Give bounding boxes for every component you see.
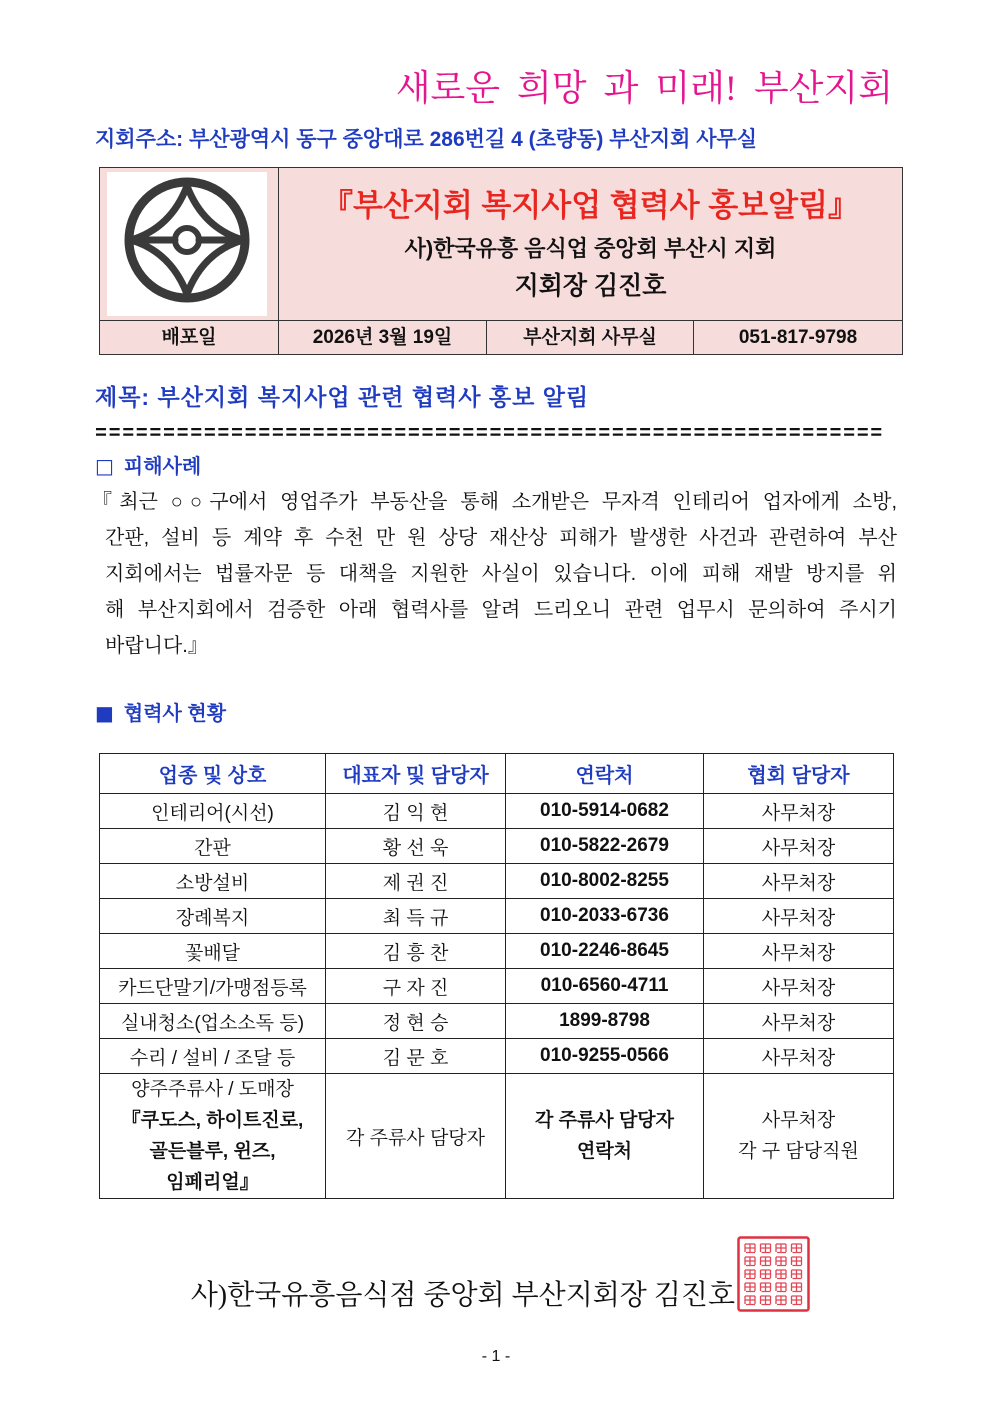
partner-row bbox=[100, 934, 894, 969]
branch-address: 지회주소: 부산광역시 동구 중앙대로 286번길 4 (초량동) 부산지회 사무실 bbox=[95, 128, 758, 151]
liquor-manager-line: 사무처장 bbox=[761, 1110, 836, 1131]
logo-frame bbox=[107, 172, 267, 316]
partners-heading bbox=[95, 699, 226, 728]
contact-cell: 010-2033-6736 bbox=[506, 899, 704, 934]
representative-cell: 김 흥 찬 bbox=[326, 934, 506, 969]
office-name: 부산지회 사무실 bbox=[487, 321, 694, 354]
footer-signature: 사)한국유흥음식점 중앙회 부산지회장 김진호 bbox=[190, 1280, 735, 1311]
representative-cell: 황 선 욱 bbox=[326, 829, 506, 864]
partner-row bbox=[100, 794, 894, 829]
liquor-brand-line: 골든블루, 윈즈, bbox=[149, 1141, 276, 1162]
association-emblem-icon bbox=[107, 172, 267, 316]
partner-row bbox=[100, 969, 894, 1004]
table-header-row bbox=[100, 754, 894, 794]
partner-table bbox=[99, 753, 894, 1199]
hollow-square-icon: □ bbox=[95, 454, 114, 478]
column-header-representative: 대표자 및 담당자 bbox=[326, 754, 506, 794]
business-cell: 장례복지 bbox=[100, 899, 326, 934]
filled-square-icon: ■ bbox=[95, 701, 114, 725]
distribution-info-row bbox=[100, 320, 902, 354]
damage-case-heading bbox=[95, 452, 201, 481]
branch-president: 지회장 김진호 bbox=[514, 272, 667, 300]
representative-cell: 구 자 진 bbox=[326, 969, 506, 1004]
representative-cell: 최 득 규 bbox=[326, 899, 506, 934]
divider-line: ========================================================== bbox=[95, 423, 884, 446]
partner-row bbox=[100, 899, 894, 934]
liquor-contact-line: 연락처 bbox=[576, 1141, 633, 1162]
contact-cell: 010-2246-8645 bbox=[506, 934, 704, 969]
contact-cell: 1899-8798 bbox=[506, 1004, 704, 1039]
paragraph-line: 『최근 ○○구에서 영업주가 부동산을 통해 소개받은 무자격 인테리어 업자에게 소방, bbox=[92, 491, 897, 513]
distribution-date-label: 배포일 bbox=[100, 321, 279, 354]
contact-cell: 010-6560-4711 bbox=[506, 969, 704, 1004]
slogan: 새로운 희망 과 미래! 부산지회 bbox=[395, 68, 893, 108]
business-cell: 간판 bbox=[100, 829, 326, 864]
manager-cell: 사무처장 bbox=[704, 934, 894, 969]
liquor-brand-line: 『쿠도스, 하이트진로, bbox=[121, 1110, 304, 1131]
manager-cell: 사무처장 bbox=[704, 1004, 894, 1039]
representative-cell: 각 주류사 담당자 bbox=[326, 1074, 506, 1199]
contact-cell: 010-8002-8255 bbox=[506, 864, 704, 899]
business-cell: 카드단말기/가맹점등록 bbox=[100, 969, 326, 1004]
partner-row bbox=[100, 829, 894, 864]
logo-cell bbox=[100, 168, 279, 320]
column-header-manager: 협회 담당자 bbox=[704, 754, 894, 794]
partner-row bbox=[100, 1039, 894, 1074]
liquor-partner-row bbox=[100, 1074, 894, 1199]
organization-name: 사)한국유흥 음식업 중앙회 부산시 지회 bbox=[404, 236, 777, 261]
column-header-contact: 연락처 bbox=[506, 754, 704, 794]
damage-case-heading-text: 피해사례 bbox=[123, 456, 202, 478]
manager-cell bbox=[704, 1074, 894, 1199]
manager-cell: 사무처장 bbox=[704, 864, 894, 899]
contact-cell: 010-5914-0682 bbox=[506, 794, 704, 829]
paragraph-line: 해 부산지회에서 검증한 아래 협력사를 알려 드리오니 관련 업무시 문의하여 주시기 bbox=[105, 599, 897, 621]
official-seal-icon bbox=[737, 1236, 810, 1312]
office-phone: 051-817-9798 bbox=[738, 327, 858, 348]
representative-cell: 김 익 현 bbox=[326, 794, 506, 829]
column-header-business: 업종 및 상호 bbox=[100, 754, 326, 794]
business-cell: 소방설비 bbox=[100, 864, 326, 899]
manager-cell: 사무처장 bbox=[704, 969, 894, 1004]
manager-cell: 사무처장 bbox=[704, 899, 894, 934]
liquor-business-label: 양주주류사 / 도매장 bbox=[131, 1079, 294, 1100]
partner-row bbox=[100, 1004, 894, 1039]
paragraph-line: 간판, 설비 등 계약 후 수천 만 원 상당 재산상 피해가 발생한 사건과 관련하여 부산 bbox=[105, 527, 897, 549]
paragraph-line: 지회에서는 법률자문 등 대책을 지원한 사실이 있습니다. 이에 피해 재발 방지를 위 bbox=[105, 563, 897, 585]
contact-cell: 010-5822-2679 bbox=[506, 829, 704, 864]
distribution-date: 2026년 3월 19일 bbox=[279, 321, 487, 354]
representative-cell: 정 현 승 bbox=[326, 1004, 506, 1039]
business-cell bbox=[100, 1074, 326, 1199]
representative-cell: 제 권 진 bbox=[326, 864, 506, 899]
manager-cell: 사무처장 bbox=[704, 1039, 894, 1074]
partner-row bbox=[100, 864, 894, 899]
page-number: - 1 - bbox=[481, 1348, 511, 1365]
business-cell: 꽃배달 bbox=[100, 934, 326, 969]
business-cell: 실내청소(업소소독 등) bbox=[100, 1004, 326, 1039]
contact-cell bbox=[506, 1074, 704, 1199]
liquor-manager-line: 각 구 담당직원 bbox=[738, 1141, 859, 1162]
liquor-contact-line: 각 주류사 담당자 bbox=[534, 1110, 675, 1131]
notice-header-box bbox=[99, 167, 903, 355]
paragraph-line: 바랍니다.』 bbox=[105, 635, 208, 657]
business-cell: 인테리어(시선) bbox=[100, 794, 326, 829]
notice-title: 『부산지회 복지사업 협력사 홍보알림』 bbox=[321, 188, 860, 223]
representative-cell: 김 문 호 bbox=[326, 1039, 506, 1074]
partners-heading-text: 협력사 현황 bbox=[123, 703, 227, 725]
business-cell: 수리 / 설비 / 조달 등 bbox=[100, 1039, 326, 1074]
manager-cell: 사무처장 bbox=[704, 794, 894, 829]
manager-cell: 사무처장 bbox=[704, 829, 894, 864]
liquor-brand-line: 임페리얼』 bbox=[166, 1172, 259, 1193]
document-subject: 제목: 부산지회 복지사업 관련 협력사 홍보 알림 bbox=[95, 384, 590, 410]
title-cell bbox=[279, 168, 902, 320]
contact-cell: 010-9255-0566 bbox=[506, 1039, 704, 1074]
